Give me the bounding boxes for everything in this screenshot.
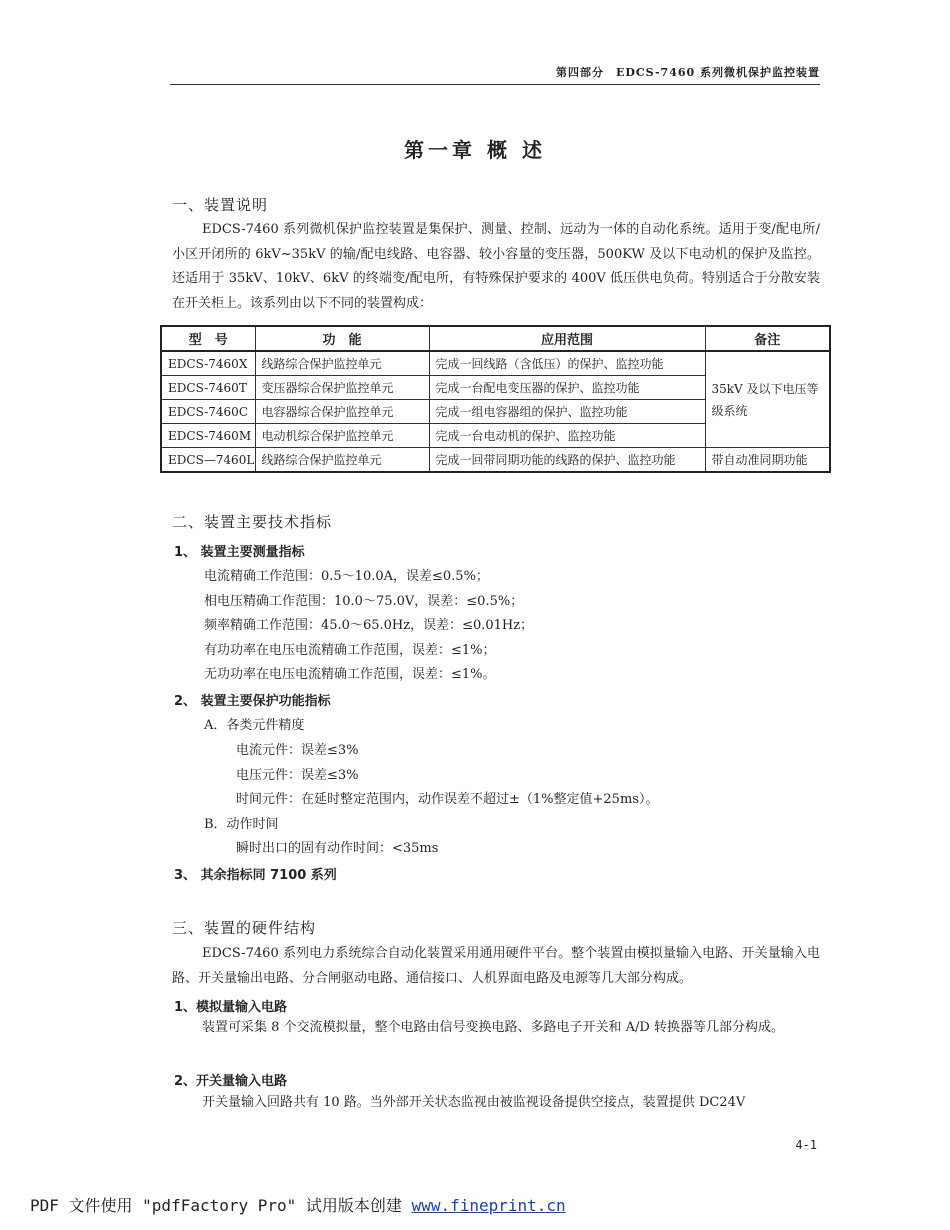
page-number: 4-1 [795,1138,817,1152]
spec-label-a: A．各类元件精度 [204,718,305,733]
spec-line: 瞬时出口的固有动作时间：<35ms [236,841,439,856]
section3-paragraph-text: EDCS-7460 系列电力系统综合自动化装置采用通用硬件平台。整个装置由模拟量输入电路、开关量输入电路、开关量输出电路、分合闸驱动电路、通信接口、人机界面电路及电源等几大部分构成。 [172,946,820,986]
spec-line: 频率精确工作范围：45.0～65.0Hz，误差：≤0.01Hz； [204,618,534,633]
spec-line: 电流精确工作范围：0.5～10.0A，误差≤0.5%； [204,569,489,584]
table-cell-scope: 完成一台电动机的保护、监控功能 [429,424,705,448]
footer-link[interactable]: www.fineprint.cn [411,1196,566,1215]
spec-line: 时间元件：在延时整定范围内，动作误差不超过±（1%整定值+25ms）。 [236,792,659,807]
spec-line: 电流元件：误差≤3% [236,743,359,758]
table-row [161,351,830,376]
table-cell-function: 线路综合保护监控单元 [255,351,429,376]
table-header-function: 功 能 [255,326,429,351]
header-rule [170,84,820,85]
footer-text: PDF 文件使用 "pdfFactory Pro" 试用版本创建 [30,1196,412,1215]
section1-paragraph [172,218,820,316]
subheading-protection-specs: 2、 装置主要保护功能指标 [174,694,331,709]
section-heading-device-description: 一、装置说明 [172,196,269,214]
table-header-model: 型 号 [161,326,255,351]
table-cell-function: 电动机综合保护监控单元 [255,424,429,448]
table-cell-scope: 完成一回线路（含低压）的保护、监控功能 [429,351,705,376]
section-heading-hardware: 三、装置的硬件结构 [172,919,317,937]
spec-line: 有功功率在电压电流精确工作范围，误差：≤1%； [204,643,496,658]
running-header: 第四部分 EDCS-7460 系列微机保护监控装置 [555,66,820,79]
section1-paragraph-text: EDCS-7460 系列微机保护监控装置是集保护、测量、控制、远动为一体的自动化系统。适用于变/配电所/小区开闭所的 6kV~35kV 的输/配电线路、电容器、较小容量的变压器，500KW 及以下电动机的保护及监控。 还适用于 35kV、10kV、6kV 的终端变/配电所，有特殊保护要求的 400V 低压供电负荷。特别适合于分散安装在开关柜上。该系列由以下不同的装置构成： [172,222,820,311]
table-cell-model: EDCS—7460L [161,448,255,473]
subheading-switch-input: 2、开关量输入电路 [174,1074,288,1089]
table-cell-remark: 带自动准同期功能 [705,448,830,473]
table-cell-model: EDCS-7460T [161,376,255,400]
analog-input-paragraph-text: 装置可采集 8 个交流模拟量，整个电路由信号变换电路、多路电子开关和 A/D 转换器等几部分构成。 [202,1020,784,1035]
table-cell-remark-merged: 35kV 及以下电压等级系统 [705,351,830,448]
section-heading-technical-specs: 二、装置主要技术指标 [172,513,333,531]
table-cell-function: 线路综合保护监控单元 [255,448,429,473]
subheading-measurement-specs: 1、 装置主要测量指标 [174,545,305,560]
table-header-row [161,326,830,351]
table-cell-model: EDCS-7460M [161,424,255,448]
table-cell-scope: 完成一台配电变压器的保护、监控功能 [429,376,705,400]
table-cell-model: EDCS-7460C [161,400,255,424]
spec-line: 无功功率在电压电流精确工作范围，误差：≤1%。 [204,667,496,682]
spec-line: 电压元件：误差≤3% [236,768,359,783]
table-header-scope: 应用范围 [429,326,705,351]
table-cell-scope: 完成一回带同期功能的线路的保护、监控功能 [429,448,705,473]
switch-input-paragraph [172,1091,820,1116]
analog-input-paragraph [172,1016,820,1041]
pdf-footer [30,1193,566,1216]
table-cell-model: EDCS-7460X [161,351,255,376]
subheading-analog-input: 1、模拟量输入电路 [174,1000,288,1015]
spec-label-b: B．动作时间 [204,817,279,832]
model-table [160,325,831,473]
switch-input-paragraph-text: 开关量输入回路共有 10 路。当外部开关状态监视由被监视设备提供空接点，装置提供 DC24V [202,1095,746,1110]
table-cell-function: 变压器综合保护监控单元 [255,376,429,400]
spec-line: 相电压精确工作范围：10.0～75.0V，误差：≤0.5%； [204,594,524,609]
table-cell-scope: 完成一组电容器组的保护、监控功能 [429,400,705,424]
table-cell-function: 电容器综合保护监控单元 [255,400,429,424]
table-header-remark: 备注 [705,326,830,351]
section3-paragraph [172,942,820,991]
chapter-title: 第一章 概 述 [404,138,546,162]
subheading-other-specs: 3、 其余指标同 7100 系列 [174,868,337,883]
table-row [161,448,830,473]
